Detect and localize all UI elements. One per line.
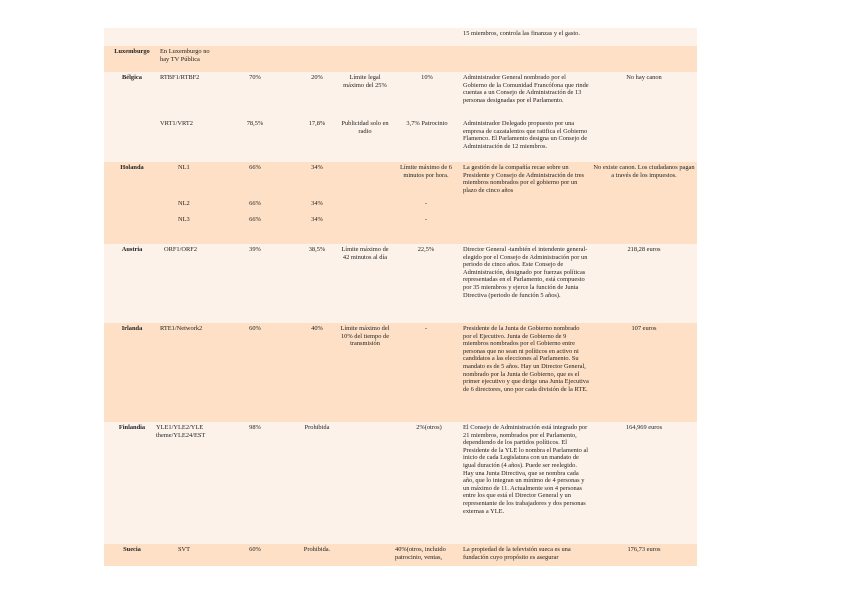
other-income: 10% bbox=[421, 74, 433, 81]
public-funding: 38,5% bbox=[308, 246, 326, 253]
governance-text: 15 miembros, controla las finanzas y el gasto. bbox=[463, 30, 580, 37]
channel-text: ORF1/ORF2 bbox=[164, 246, 198, 253]
channel-text: NL1 bbox=[178, 164, 190, 171]
license-fee: No hay canon bbox=[626, 74, 662, 81]
advertising-limit: Publicidad solo en radio bbox=[341, 120, 389, 135]
other-income: 22,5% bbox=[417, 246, 435, 253]
channel-text: YLE1/YLE2/YLE theme/YLE24/EST bbox=[156, 424, 206, 439]
license-fee: No existe canon. Los ciudadanos pagan a través de los impuestos. bbox=[593, 164, 695, 179]
governance-text: Administrador Delegado propuesto por una empresa de cazatalentos que ratifica el Gobierno Flamenco. El Parlamento designa un Consejo de Administración de 12 miembros. bbox=[463, 120, 588, 150]
license-fee: 218,28 euros bbox=[627, 246, 661, 253]
other-income: - bbox=[424, 200, 428, 207]
country-name: Finlandia bbox=[118, 424, 146, 431]
channel-text: En Luxemburgo no hay TV Pública bbox=[160, 48, 210, 63]
audience-share: 60% bbox=[249, 546, 261, 553]
other-income: 40%(otros, incluido patrocinio, ventas, bbox=[395, 546, 446, 561]
country-name: Austria bbox=[121, 246, 143, 253]
public-funding: 34% bbox=[311, 200, 323, 207]
audience-share: 66% bbox=[249, 216, 261, 223]
governance-text: Administrador General nombrado por el Gobierno de la Comunidad Francófona que rinde cuentas a un Consejo de Administración de 13 personas designadas por el Parlamento. bbox=[463, 74, 589, 104]
channel-text: NL3 bbox=[178, 216, 190, 223]
audience-share: 70% bbox=[249, 74, 261, 81]
audience-share: 66% bbox=[249, 164, 261, 171]
public-funding: 17,8% bbox=[308, 120, 326, 127]
audience-share: 66% bbox=[249, 200, 261, 207]
channel-text: RTE1/Network2 bbox=[160, 325, 203, 332]
public-funding: 34% bbox=[311, 216, 323, 223]
governance-text: Presidente de la Junta de Gobierno nombrado por el Ejecutivo. Junta de Gobierno de 9 miembros nombrados por el Gobierno entre personas que no sean ni políticos en activo ni candidatos a las elecciones al Parlamento. Su mandato es de 5 años. Hay un Director General, nombrado por la Junta de Gobierno, que es el primer ejecutivo y que dirige una Junta Ejecutiva de 6 directores, uno por cada división de la RTE. bbox=[463, 325, 589, 393]
public-funding: Prohibida bbox=[304, 424, 330, 431]
channel-text: RTBF1/RTBF2 bbox=[160, 74, 200, 81]
channel-text: VRT1/VRT2 bbox=[160, 120, 193, 127]
governance-text: Director General -también el intendente general- elegido por el Consejo de Administración por un periodo de cinco años. Este Consejo de Administración, designado por fuerzas políticas representadas en el Parlamento, está compuesto por 35 miembros y ejerce la función de Junta Directiva (periodo de función 5 años). bbox=[463, 246, 588, 299]
audience-share: 78,5% bbox=[246, 120, 264, 127]
public-funding: 40% bbox=[311, 325, 323, 332]
governance-text: La gestión de la compañía recae sobre un Presidente y Consejo de Administración de tres miembros nombrados por el gobierno por un plazo de cinco años bbox=[463, 164, 585, 194]
advertising-limit: Límite máximo del 10% del tiempo de transmisión bbox=[340, 325, 390, 348]
public-funding: 34% bbox=[311, 164, 323, 171]
audience-share: 98% bbox=[249, 424, 261, 431]
other-income: Límite máximo de 6 minutos por hora. bbox=[399, 164, 452, 179]
public-funding: Prohibida. bbox=[303, 546, 331, 553]
other-income: 2%(otros) bbox=[416, 424, 442, 431]
country-name: Irlanda bbox=[121, 325, 143, 332]
audience-share: 60% bbox=[249, 325, 261, 332]
audience-share: 39% bbox=[249, 246, 261, 253]
governance-text: La propiedad de la televisión sueca es una fundación cuyo propósito es asegurar bbox=[463, 546, 571, 561]
country-name: Suecia bbox=[123, 546, 141, 553]
channel-text: NL2 bbox=[178, 200, 190, 207]
row-bg-belgica bbox=[104, 72, 697, 162]
other-income: - bbox=[424, 216, 428, 223]
advertising-limit: Límite legal máximo del 25% bbox=[343, 74, 387, 89]
row-bg-irlanda bbox=[104, 323, 697, 422]
other-income: - bbox=[424, 325, 428, 332]
country-name: Bélgica bbox=[122, 74, 142, 81]
channel-text: SVT bbox=[178, 546, 191, 553]
public-funding: 20% bbox=[311, 74, 323, 81]
country-name: Holanda bbox=[120, 164, 144, 171]
license-fee: 107 euros bbox=[631, 325, 657, 332]
license-fee: 164,969 euros bbox=[625, 424, 663, 431]
row-bg-continuation bbox=[104, 28, 697, 46]
other-income: 3,7% Patrocinio bbox=[406, 120, 448, 127]
advertising-limit: Límite máximo de 42 minutos al día bbox=[341, 246, 389, 261]
country-name: Luxemburgo bbox=[114, 48, 150, 55]
license-fee: 176,73 euros bbox=[627, 546, 661, 553]
governance-text: El Consejo de Administración está integrado por 21 miembros, nombrados por el Parlamento, dependiendo de los partidos políticos. El Presidente de la YLE lo nombra el Parlamento al inicio de cada Legislatura con un mandato de igual duración (4 años). Puede ser reelegido. Hay una Junta Directiva, que se nombra cada año, que lo integran un mínimo de 4 personas y un máximo de 11. Actualmente son 4 personas entre los que está el Director General y un representante de los trabajadores y dos personas externas a YLE. bbox=[463, 424, 589, 515]
row-bg-austria bbox=[104, 244, 697, 323]
row-bg-finlandia bbox=[104, 422, 697, 544]
